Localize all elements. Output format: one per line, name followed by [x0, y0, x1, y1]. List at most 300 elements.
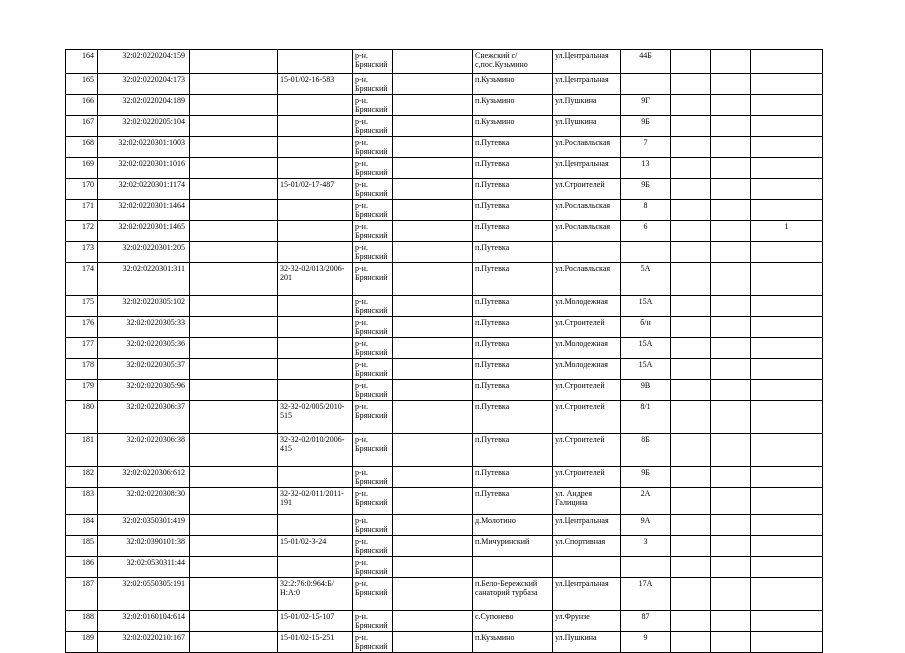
empty-cell	[671, 200, 711, 221]
cadastral-number: 32:02:0220306:612	[98, 467, 190, 488]
street: ул.Рославльская	[553, 200, 621, 221]
empty-cell	[190, 467, 278, 488]
street: ул.Строителей	[553, 179, 621, 200]
street: ул.Строителей	[553, 434, 621, 467]
table-row	[66, 200, 823, 221]
district: р-н. Брянский	[353, 515, 393, 536]
empty-cell	[711, 317, 751, 338]
empty-cell	[393, 74, 473, 95]
table-row	[66, 632, 823, 653]
empty-cell	[393, 50, 473, 74]
row-number: 178	[66, 359, 98, 380]
empty-cell	[671, 515, 711, 536]
registration-number	[278, 467, 353, 488]
empty-cell	[671, 611, 711, 632]
registration-number	[278, 200, 353, 221]
empty-cell	[393, 116, 473, 137]
empty-cell	[671, 536, 711, 557]
empty-cell	[190, 317, 278, 338]
cadastral-number: 32:02:0220305:102	[98, 296, 190, 317]
empty-cell	[711, 158, 751, 179]
row-number: 182	[66, 467, 98, 488]
empty-cell	[711, 467, 751, 488]
house-number: 8/1	[621, 401, 671, 434]
district: р-н. Брянский	[353, 536, 393, 557]
locality: п.Путевка	[473, 317, 553, 338]
empty-cell	[393, 488, 473, 515]
house-number: 9Г	[621, 95, 671, 116]
district: р-н. Брянский	[353, 401, 393, 434]
locality: п.Путевка	[473, 401, 553, 434]
table-row	[66, 578, 823, 611]
empty-cell	[711, 338, 751, 359]
count-cell	[751, 95, 823, 116]
house-number: 2А	[621, 488, 671, 515]
house-number: 44Б	[621, 50, 671, 74]
empty-cell	[711, 611, 751, 632]
empty-cell	[711, 116, 751, 137]
locality: п.Путевка	[473, 179, 553, 200]
registration-number	[278, 242, 353, 263]
empty-cell	[711, 578, 751, 611]
district: р-н. Брянский	[353, 380, 393, 401]
empty-cell	[711, 179, 751, 200]
count-cell	[751, 200, 823, 221]
locality: п.Путевка	[473, 467, 553, 488]
empty-cell	[190, 488, 278, 515]
registration-number	[278, 557, 353, 578]
empty-cell	[190, 200, 278, 221]
empty-cell	[393, 611, 473, 632]
empty-cell	[711, 74, 751, 95]
empty-cell	[711, 557, 751, 578]
locality: с.Супонево	[473, 611, 553, 632]
street: ул.Спортивная	[553, 536, 621, 557]
house-number	[621, 74, 671, 95]
empty-cell	[711, 50, 751, 74]
empty-cell	[393, 434, 473, 467]
empty-cell	[711, 536, 751, 557]
empty-cell	[393, 296, 473, 317]
empty-cell	[190, 221, 278, 242]
district: р-н. Брянский	[353, 74, 393, 95]
empty-cell	[711, 263, 751, 296]
empty-cell	[393, 263, 473, 296]
table-row	[66, 137, 823, 158]
registration-number: 15-01/02-15-251	[278, 632, 353, 653]
district: р-н. Брянский	[353, 50, 393, 74]
house-number: 3	[621, 536, 671, 557]
empty-cell	[190, 137, 278, 158]
table-row	[66, 95, 823, 116]
empty-cell	[393, 317, 473, 338]
street: ул.Молодежная	[553, 338, 621, 359]
empty-cell	[190, 179, 278, 200]
empty-cell	[711, 242, 751, 263]
district: р-н. Брянский	[353, 221, 393, 242]
row-number: 189	[66, 632, 98, 653]
cadastral-number: 32:02:0220301:1016	[98, 158, 190, 179]
registration-number	[278, 95, 353, 116]
district: р-н. Брянский	[353, 158, 393, 179]
house-number: б/н	[621, 317, 671, 338]
table-row	[66, 50, 823, 74]
registration-number: 15-01/02-17-487	[278, 179, 353, 200]
street: ул.Пушкина	[553, 632, 621, 653]
row-number: 172	[66, 221, 98, 242]
street: ул.Рославльская	[553, 263, 621, 296]
row-number: 168	[66, 137, 98, 158]
locality: Снежский с/с,пос.Кузьмино	[473, 50, 553, 74]
count-cell	[751, 359, 823, 380]
locality: п.Путевка	[473, 488, 553, 515]
cadastral-number: 32:02:0220210:167	[98, 632, 190, 653]
empty-cell	[393, 359, 473, 380]
count-cell: 1	[751, 221, 823, 242]
street: ул. Андрея Галицина	[553, 488, 621, 515]
cadastral-number: 32:02:0160104:614	[98, 611, 190, 632]
house-number: 87	[621, 611, 671, 632]
count-cell	[751, 515, 823, 536]
row-number: 171	[66, 200, 98, 221]
table-row	[66, 380, 823, 401]
empty-cell	[393, 557, 473, 578]
registration-number	[278, 50, 353, 74]
table-row	[66, 158, 823, 179]
district: р-н. Брянский	[353, 338, 393, 359]
district: р-н. Брянский	[353, 116, 393, 137]
empty-cell	[393, 515, 473, 536]
cadastral-number: 32:02:0220301:311	[98, 263, 190, 296]
empty-cell	[671, 338, 711, 359]
house-number: 15А	[621, 296, 671, 317]
cadastral-number: 32:02:0220204:159	[98, 50, 190, 74]
count-cell	[751, 557, 823, 578]
house-number: 7	[621, 137, 671, 158]
cadastral-number: 32:02:0220305:96	[98, 380, 190, 401]
empty-cell	[671, 158, 711, 179]
registration-number: 32-32-02/011/2011-191	[278, 488, 353, 515]
count-cell	[751, 338, 823, 359]
empty-cell	[393, 221, 473, 242]
empty-cell	[711, 221, 751, 242]
empty-cell	[393, 338, 473, 359]
locality: п.Кузьмино	[473, 116, 553, 137]
registry-table	[65, 49, 823, 653]
district: р-н. Брянский	[353, 488, 393, 515]
house-number: 6	[621, 221, 671, 242]
district: р-н. Брянский	[353, 95, 393, 116]
table-row	[66, 74, 823, 95]
street: ул.Рославльская	[553, 221, 621, 242]
count-cell	[751, 467, 823, 488]
row-number: 174	[66, 263, 98, 296]
empty-cell	[190, 401, 278, 434]
row-number: 186	[66, 557, 98, 578]
cadastral-number: 32:02:0220301:1174	[98, 179, 190, 200]
row-number: 170	[66, 179, 98, 200]
empty-cell	[393, 380, 473, 401]
row-number: 184	[66, 515, 98, 536]
empty-cell	[190, 359, 278, 380]
cadastral-number: 32:02:0530311:44	[98, 557, 190, 578]
empty-cell	[671, 317, 711, 338]
locality: д.Молотино	[473, 515, 553, 536]
registration-number: 15-01/02-16-583	[278, 74, 353, 95]
locality: п.Путевка	[473, 296, 553, 317]
empty-cell	[190, 263, 278, 296]
count-cell	[751, 242, 823, 263]
empty-cell	[671, 116, 711, 137]
district: р-н. Брянский	[353, 200, 393, 221]
district: р-н. Брянский	[353, 263, 393, 296]
count-cell	[751, 74, 823, 95]
count-cell	[751, 611, 823, 632]
street: ул.Центральная	[553, 74, 621, 95]
locality: п.Кузьмино	[473, 632, 553, 653]
cadastral-number: 32:02:0390101:38	[98, 536, 190, 557]
empty-cell	[190, 515, 278, 536]
count-cell	[751, 536, 823, 557]
count-cell	[751, 179, 823, 200]
empty-cell	[190, 50, 278, 74]
registration-number	[278, 380, 353, 401]
table-row	[66, 317, 823, 338]
house-number: 8	[621, 200, 671, 221]
row-number: 185	[66, 536, 98, 557]
table-row	[66, 434, 823, 467]
house-number: 15А	[621, 338, 671, 359]
empty-cell	[671, 380, 711, 401]
house-number: 9В	[621, 380, 671, 401]
empty-cell	[190, 95, 278, 116]
registration-number	[278, 137, 353, 158]
empty-cell	[190, 536, 278, 557]
empty-cell	[671, 557, 711, 578]
row-number: 181	[66, 434, 98, 467]
street: ул.Центральная	[553, 578, 621, 611]
locality: п.Путевка	[473, 434, 553, 467]
house-number: 9А	[621, 515, 671, 536]
empty-cell	[711, 515, 751, 536]
empty-cell	[190, 242, 278, 263]
empty-cell	[190, 296, 278, 317]
empty-cell	[671, 137, 711, 158]
row-number: 175	[66, 296, 98, 317]
empty-cell	[393, 95, 473, 116]
district: р-н. Брянский	[353, 557, 393, 578]
count-cell	[751, 488, 823, 515]
empty-cell	[711, 434, 751, 467]
empty-cell	[671, 95, 711, 116]
district: р-н. Брянский	[353, 359, 393, 380]
empty-cell	[711, 401, 751, 434]
cadastral-number: 32:02:0350301:419	[98, 515, 190, 536]
district: р-н. Брянский	[353, 632, 393, 653]
cadastral-number: 32:02:0220305:33	[98, 317, 190, 338]
district: р-н. Брянский	[353, 179, 393, 200]
street: ул.Строителей	[553, 467, 621, 488]
street: ул.Рославльская	[553, 137, 621, 158]
registration-number: 15-01/02-15-107	[278, 611, 353, 632]
count-cell	[751, 317, 823, 338]
locality: п.Кузьмино	[473, 95, 553, 116]
empty-cell	[190, 158, 278, 179]
table-row	[66, 338, 823, 359]
count-cell	[751, 116, 823, 137]
street	[553, 557, 621, 578]
registration-number	[278, 338, 353, 359]
cadastral-number: 32:02:0220305:37	[98, 359, 190, 380]
table-body	[66, 50, 823, 653]
house-number: 9Б	[621, 179, 671, 200]
empty-cell	[671, 467, 711, 488]
empty-cell	[671, 263, 711, 296]
empty-cell	[711, 632, 751, 653]
count-cell	[751, 380, 823, 401]
table-row	[66, 467, 823, 488]
district: р-н. Брянский	[353, 317, 393, 338]
empty-cell	[671, 434, 711, 467]
empty-cell	[671, 242, 711, 263]
empty-cell	[671, 488, 711, 515]
house-number: 17А	[621, 578, 671, 611]
empty-cell	[671, 50, 711, 74]
empty-cell	[711, 296, 751, 317]
row-number: 183	[66, 488, 98, 515]
cadastral-number: 32:02:0220305:36	[98, 338, 190, 359]
house-number: 8Б	[621, 434, 671, 467]
cadastral-number: 32:02:0220301:1465	[98, 221, 190, 242]
registration-number: 32-32-02/005/2010-515	[278, 401, 353, 434]
row-number: 188	[66, 611, 98, 632]
locality: п.Путевка	[473, 137, 553, 158]
table-row	[66, 179, 823, 200]
street: ул.Строителей	[553, 380, 621, 401]
district: р-н. Брянский	[353, 467, 393, 488]
row-number: 180	[66, 401, 98, 434]
row-number: 176	[66, 317, 98, 338]
row-number: 179	[66, 380, 98, 401]
district: р-н. Брянский	[353, 296, 393, 317]
house-number: 15А	[621, 359, 671, 380]
table-row	[66, 296, 823, 317]
empty-cell	[711, 488, 751, 515]
registration-number	[278, 221, 353, 242]
cadastral-number: 32:02:0220204:173	[98, 74, 190, 95]
empty-cell	[190, 578, 278, 611]
empty-cell	[190, 74, 278, 95]
empty-cell	[711, 359, 751, 380]
empty-cell	[671, 632, 711, 653]
locality: п.Путевка	[473, 200, 553, 221]
count-cell	[751, 50, 823, 74]
empty-cell	[671, 74, 711, 95]
empty-cell	[711, 200, 751, 221]
empty-cell	[393, 242, 473, 263]
row-number: 164	[66, 50, 98, 74]
street: ул.Центральная	[553, 158, 621, 179]
empty-cell	[190, 116, 278, 137]
table-row	[66, 515, 823, 536]
street: ул.Молодежная	[553, 296, 621, 317]
row-number: 187	[66, 578, 98, 611]
cadastral-number: 32:02:0220301:1003	[98, 137, 190, 158]
registration-number	[278, 515, 353, 536]
table-row	[66, 611, 823, 632]
table-row	[66, 221, 823, 242]
table-row	[66, 359, 823, 380]
row-number: 165	[66, 74, 98, 95]
street: ул.Строителей	[553, 317, 621, 338]
street: ул.Центральная	[553, 50, 621, 74]
table-row	[66, 557, 823, 578]
row-number: 177	[66, 338, 98, 359]
locality: п.Путевка	[473, 221, 553, 242]
registration-number: 32-32-02/013/2006-201	[278, 263, 353, 296]
row-number: 166	[66, 95, 98, 116]
empty-cell	[711, 380, 751, 401]
empty-cell	[393, 536, 473, 557]
locality: п.Путевка	[473, 242, 553, 263]
registration-number: 15-01/02-3-24	[278, 536, 353, 557]
count-cell	[751, 158, 823, 179]
district: р-н. Брянский	[353, 137, 393, 158]
count-cell	[751, 296, 823, 317]
locality: п.Путевка	[473, 380, 553, 401]
cadastral-number: 32:02:0220306:37	[98, 401, 190, 434]
cadastral-number: 32:02:0550305:191	[98, 578, 190, 611]
empty-cell	[393, 137, 473, 158]
district: р-н. Брянский	[353, 578, 393, 611]
street: ул.Фрунзе	[553, 611, 621, 632]
empty-cell	[393, 179, 473, 200]
locality: п.Путевка	[473, 338, 553, 359]
count-cell	[751, 632, 823, 653]
row-number: 173	[66, 242, 98, 263]
empty-cell	[393, 401, 473, 434]
house-number: 9Б	[621, 116, 671, 137]
locality	[473, 557, 553, 578]
empty-cell	[671, 296, 711, 317]
locality: п.Путевка	[473, 359, 553, 380]
cadastral-number: 32:02:0220306:38	[98, 434, 190, 467]
table-row	[66, 536, 823, 557]
registration-number	[278, 317, 353, 338]
empty-cell	[190, 632, 278, 653]
count-cell	[751, 434, 823, 467]
count-cell	[751, 578, 823, 611]
count-cell	[751, 263, 823, 296]
empty-cell	[190, 338, 278, 359]
registration-number: 32:2:76:0:964:Б/Н:А:0	[278, 578, 353, 611]
house-number: 9Б	[621, 467, 671, 488]
registration-number	[278, 296, 353, 317]
street: ул.Строителей	[553, 401, 621, 434]
registration-number: 32-32-02/010/2006-415	[278, 434, 353, 467]
table-row	[66, 263, 823, 296]
registration-number	[278, 158, 353, 179]
district: р-н. Брянский	[353, 434, 393, 467]
street: ул.Молодежная	[553, 359, 621, 380]
street: ул.Пушкина	[553, 116, 621, 137]
empty-cell	[671, 401, 711, 434]
street: ул.Центральная	[553, 515, 621, 536]
empty-cell	[393, 467, 473, 488]
empty-cell	[393, 158, 473, 179]
empty-cell	[190, 611, 278, 632]
empty-cell	[671, 179, 711, 200]
